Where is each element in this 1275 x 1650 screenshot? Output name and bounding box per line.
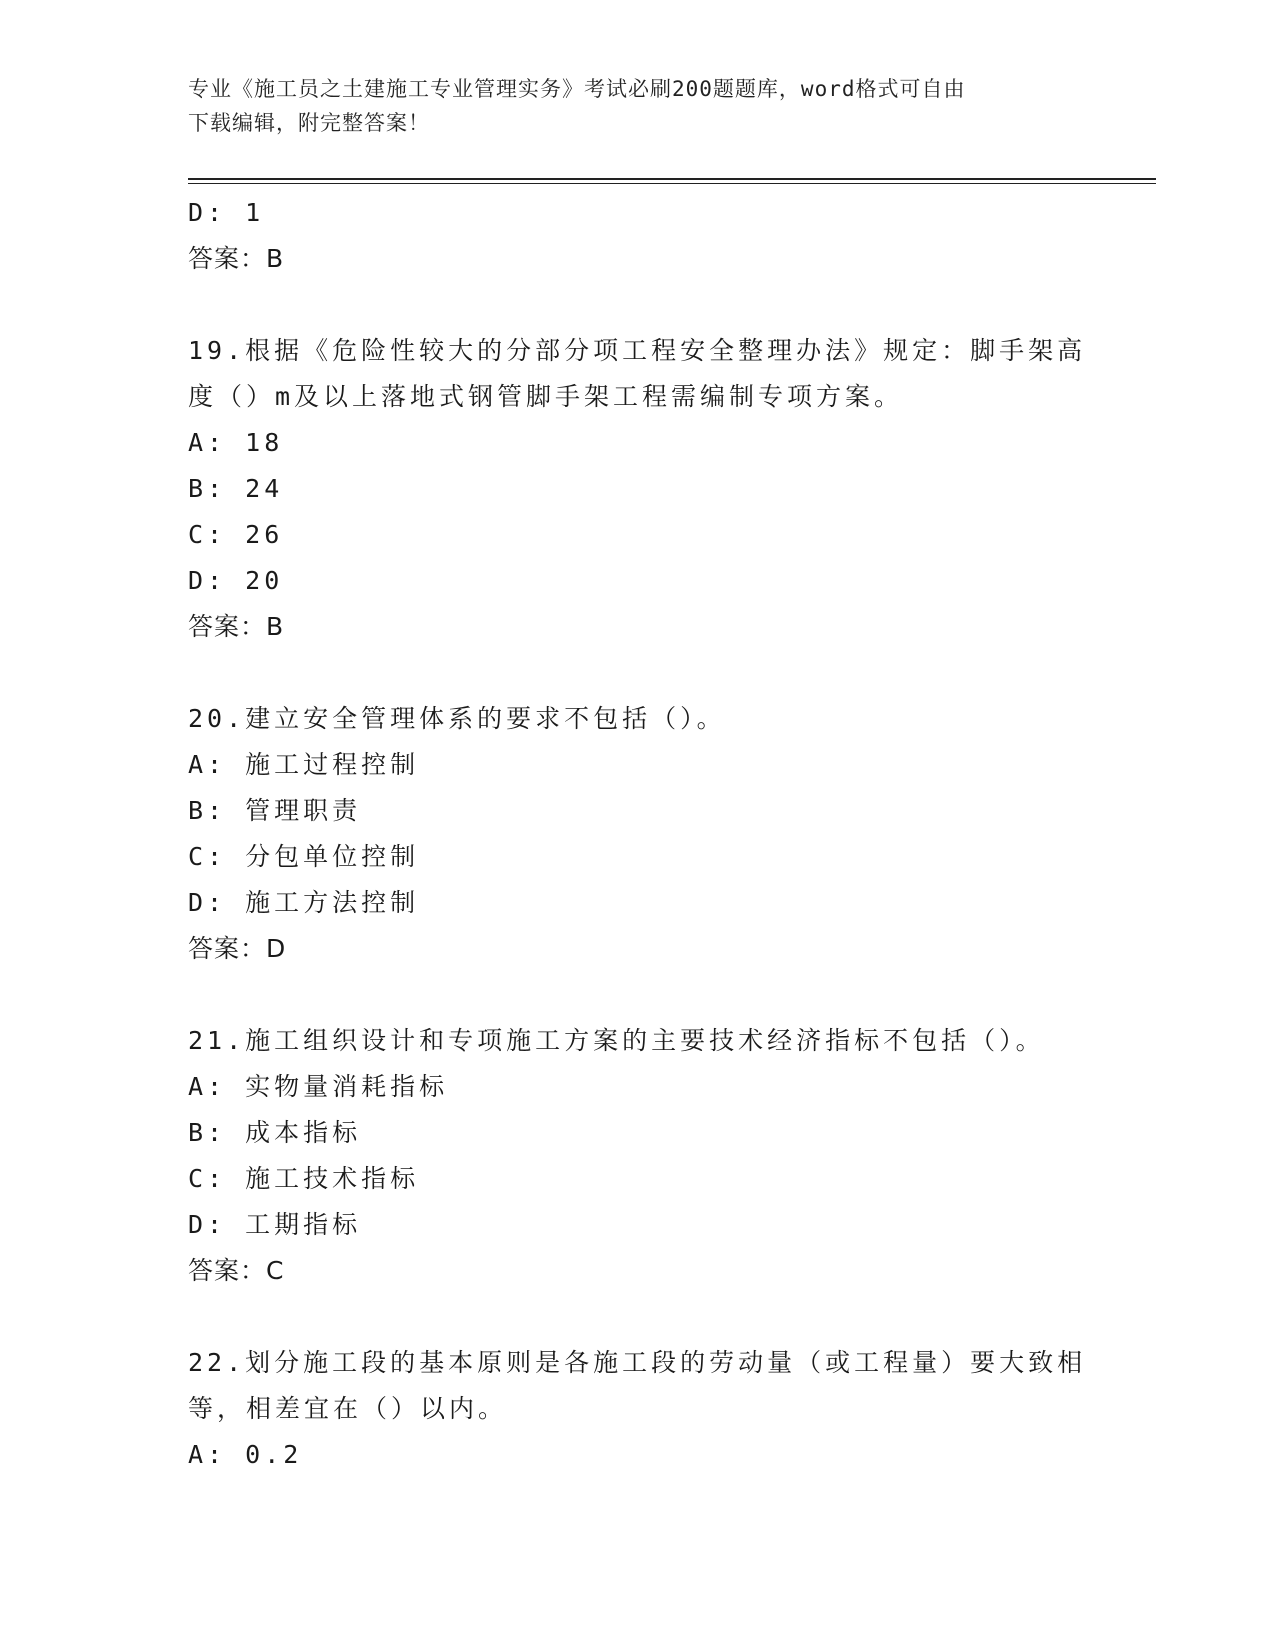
option-a: A: 实物量消耗指标: [188, 1072, 449, 1101]
option-a: A: 0.2: [188, 1440, 303, 1469]
spacer: [188, 972, 1088, 1018]
option-b: B: 24: [188, 474, 284, 503]
option-d: D: 施工方法控制: [188, 888, 420, 917]
option-d: D: 20: [188, 566, 284, 595]
option-d: D: 工期指标: [188, 1210, 362, 1239]
answer: 答案：B: [188, 244, 285, 273]
option-c: C: 26: [188, 520, 284, 549]
answer: 答案：D: [188, 934, 287, 963]
option-c: C: 施工技术指标: [188, 1164, 420, 1193]
option-c: C: 分包单位控制: [188, 842, 420, 871]
question-text: 19.根据《危险性较大的分部分项工程安全整理办法》规定：脚手架高: [188, 336, 1087, 365]
spacer: [188, 282, 1088, 328]
option-a: A: 18: [188, 428, 284, 457]
question-list: [188, 190, 1088, 1478]
question-text: 20.建立安全管理体系的要求不包括（）。: [188, 704, 726, 733]
question-20: [188, 696, 1088, 972]
question-text: 等，相差宜在（）以内。: [188, 1394, 508, 1423]
header-line-2: 下载编辑，附完整答案！: [188, 111, 430, 135]
question-text: 21.施工组织设计和专项施工方案的主要技术经济指标不包括（）。: [188, 1026, 1045, 1055]
header-divider-thick: [188, 178, 1156, 180]
document-header: [188, 72, 1088, 140]
question-22: [188, 1340, 1088, 1478]
option-b: B: 成本指标: [188, 1118, 362, 1147]
question-text: 度（）m及以上落地式钢管脚手架工程需编制专项方案。: [188, 382, 904, 411]
option-a: A: 施工过程控制: [188, 750, 420, 779]
answer: 答案：C: [188, 1256, 285, 1285]
option-b: B: 管理职责: [188, 796, 362, 825]
spacer: [188, 1294, 1088, 1340]
header-line-1: 专业《施工员之土建施工专业管理实务》考试必刷200题题库，word格式可自由: [188, 77, 966, 101]
question-text: 22.划分施工段的基本原则是各施工段的劳动量（或工程量）要大致相: [188, 1348, 1087, 1377]
answer: 答案：B: [188, 612, 285, 641]
option-d: D: 1: [188, 198, 265, 227]
question-19: [188, 328, 1088, 650]
question-21: [188, 1018, 1088, 1294]
header-divider-thin: [188, 183, 1156, 184]
spacer: [188, 650, 1088, 696]
